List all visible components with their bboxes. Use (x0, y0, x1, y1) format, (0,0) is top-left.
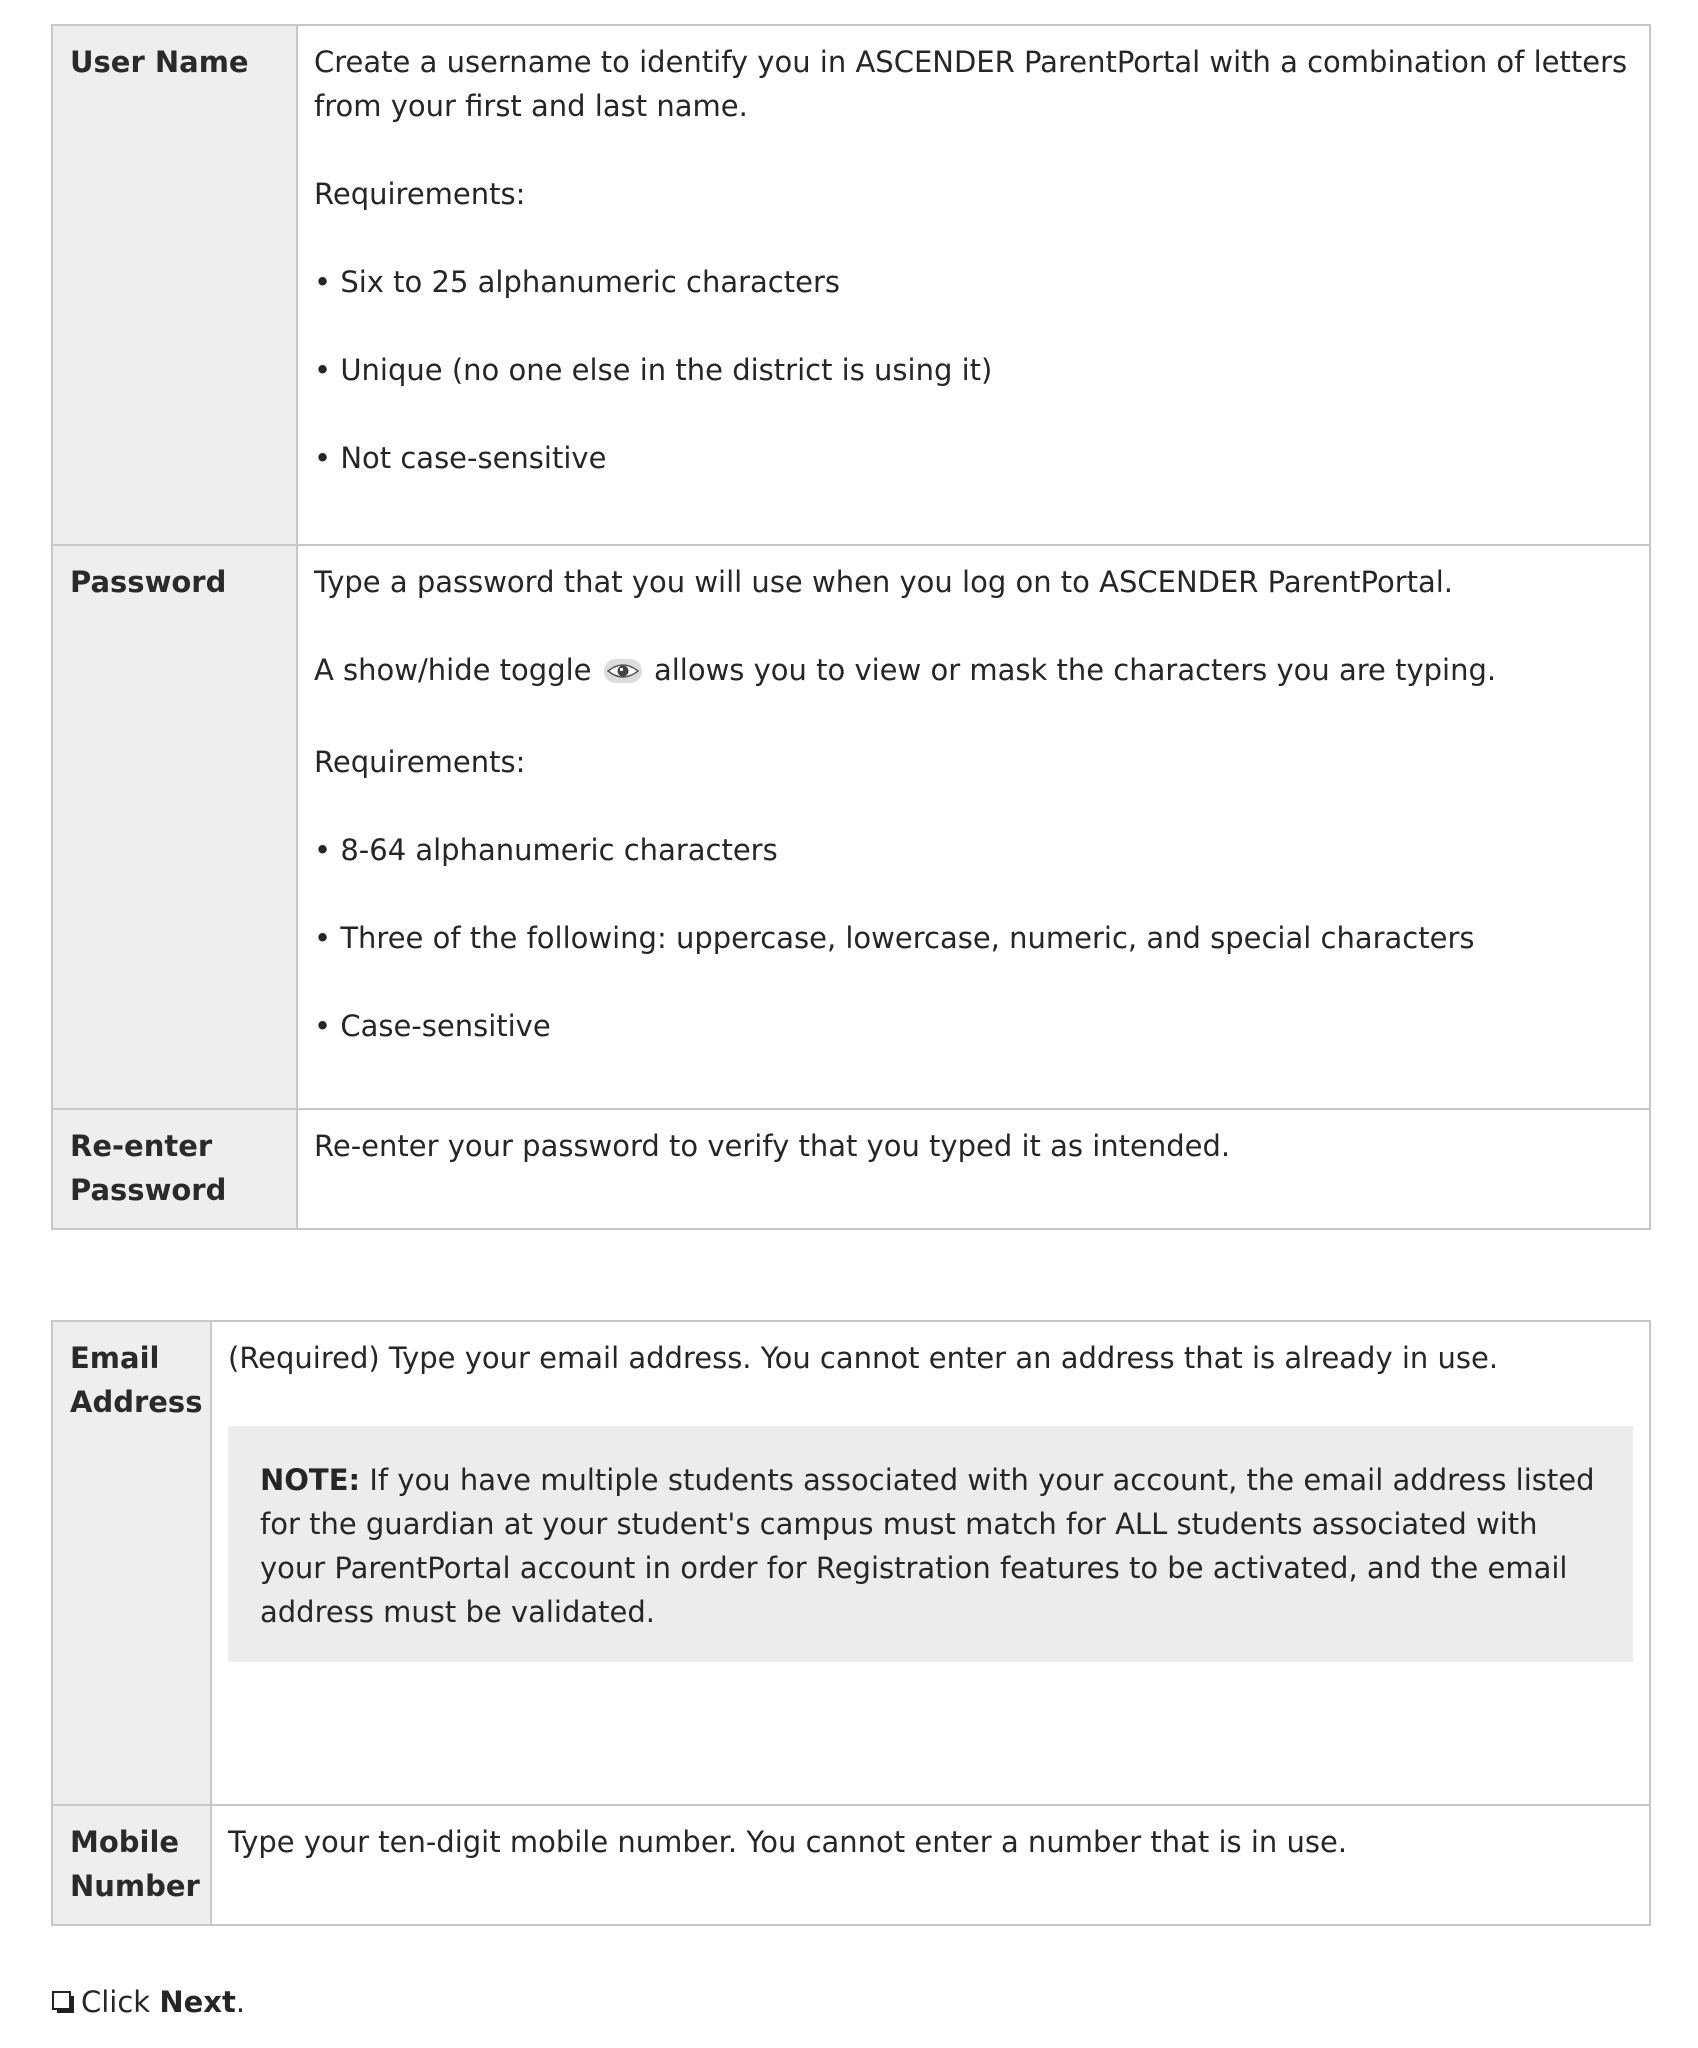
click-suffix: . (235, 1985, 246, 2019)
note-box (228, 1426, 1633, 1662)
password-requirement-item: • Three of the following: uppercase, lowercase, numeric, and special characters (314, 921, 1475, 955)
toggle-text-before: A show/hide toggle (314, 653, 592, 687)
reenter-label-line1: Re-enter (70, 1129, 213, 1163)
mobile-row (52, 1805, 1650, 1925)
note-text: If you have multiple students associated with your account, the email address listed for the guardian at your student's campus must match for ALL students associated with your ParentPortal account in order for Registration features to be activated, and the email address must be validated. (260, 1463, 1595, 1629)
checkbox-icon (51, 1983, 77, 2027)
password-row (52, 545, 1650, 1109)
reenter-password-row (52, 1109, 1650, 1229)
mobile-text: Type your ten-digit mobile number. You cannot enter a number that is in use. (228, 1825, 1348, 1859)
contact-fields-table (51, 1320, 1651, 1926)
toggle-text-after: allows you to view or mask the characters you are typing. (653, 653, 1497, 687)
user-name-requirement-item: • Not case-sensitive (314, 441, 607, 475)
user-name-requirements-heading: Requirements: (314, 177, 526, 211)
user-name-requirement-item: • Unique (no one else in the district is using it) (314, 353, 993, 387)
user-name-requirement-item: • Six to 25 alphanumeric characters (314, 265, 840, 299)
user-name-description (297, 25, 1650, 545)
password-label: Password (52, 545, 297, 1109)
email-label (52, 1321, 211, 1805)
password-intro: Type a password that you will use when you log on to ASCENDER ParentPortal. (314, 565, 1454, 599)
email-label-line2: Address (70, 1385, 203, 1419)
user-name-label: User Name (52, 25, 297, 545)
mobile-label-line2: Number (70, 1869, 200, 1903)
password-requirements-heading: Requirements: (314, 745, 526, 779)
mobile-label (52, 1805, 211, 1925)
reenter-password-description (297, 1109, 1650, 1229)
password-toggle-text (314, 648, 1633, 696)
password-requirement-item: • Case-sensitive (314, 1009, 551, 1043)
note-label: NOTE: (260, 1463, 361, 1497)
reenter-label-line2: Password (70, 1173, 227, 1207)
user-name-intro: Create a username to identify you in ASCENDER ParentPortal with a combination of letters from your first and last name. (314, 45, 1628, 123)
reenter-password-text: Re-enter your password to verify that you typed it as intended. (314, 1129, 1231, 1163)
email-label-line1: Email (70, 1341, 160, 1375)
reenter-password-label (52, 1109, 297, 1229)
account-fields-table (51, 24, 1651, 1230)
click-next-step (51, 1980, 245, 2027)
password-description (297, 545, 1650, 1109)
email-row (52, 1321, 1650, 1805)
click-prefix: Click (81, 1985, 160, 2019)
email-description (211, 1321, 1650, 1805)
mobile-label-line1: Mobile (70, 1825, 180, 1859)
email-text: (Required) Type your email address. You cannot enter an address that is already in use. (228, 1341, 1499, 1375)
eye-icon (603, 652, 643, 696)
password-requirement-item: • 8-64 alphanumeric characters (314, 833, 778, 867)
next-action: Next (159, 1985, 236, 2019)
user-name-row (52, 25, 1650, 545)
mobile-description (211, 1805, 1650, 1925)
